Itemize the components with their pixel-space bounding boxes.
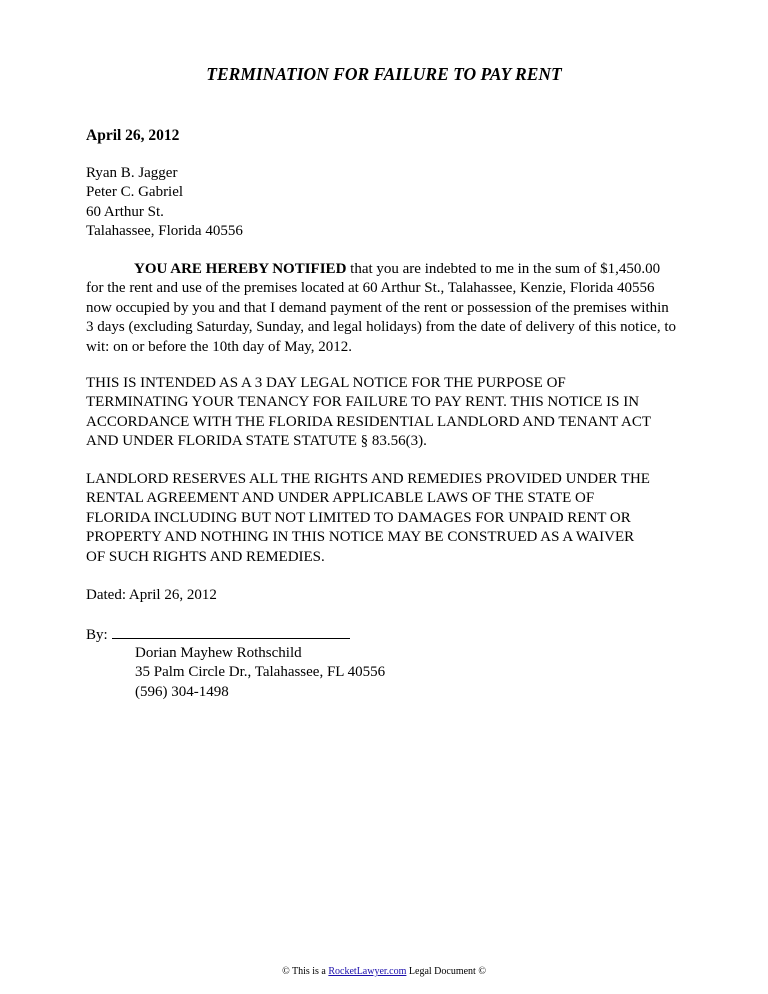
notice-line: now occupied by you and that I demand payment of the rent or possession of the premises within [86,299,669,316]
legal-notice-line: THIS IS INTENDED AS A 3 DAY LEGAL NOTICE FOR THE PURPOSE OF [86,375,566,391]
signer-block [135,644,385,702]
rights-line: PROPERTY AND NOTHING IN THIS NOTICE MAY BE CONSTRUED AS A WAIVER [86,529,635,546]
recipient-street: 60 Arthur St. [86,203,164,220]
notice-line-text: that you are indebted to me in the sum of $1,450.00 [346,261,661,277]
legal-notice-paragraph [86,374,690,452]
signature-by-line [86,624,350,645]
recipient-name-1: Ryan B. Jagger [86,165,178,181]
signature-line [112,624,350,639]
recipient-address-block [86,164,686,242]
notice-line: wit: on or before the 10th day of May, 2012. [86,338,353,355]
legal-notice-line: ACCORDANCE WITH THE FLORIDA RESIDENTIAL LANDLORD AND TENANT ACT [86,413,651,430]
footer-suffix: Legal Document © [406,966,486,977]
rights-line: OF SUCH RIGHTS AND REMEDIES. [86,548,325,565]
recipient-city-state: Talahassee, Florida 40556 [86,223,243,240]
signer-address: 35 Palm Circle Dr., Talahassee, FL 40556 [135,664,386,681]
document-date: April 26, 2012 [86,127,180,144]
notice-line: for the rent and use of the premises located at 60 Arthur St., Talahassee, Kenzie, Florida 40556 [86,280,655,297]
recipient-name-2: Peter C. Gabriel [86,184,184,201]
legal-notice-line: AND UNDER FLORIDA STATE STATUTE § 83.56(3). [86,433,427,450]
rights-line: FLORIDA INCLUDING BUT NOT LIMITED TO DAMAGES FOR UNPAID RENT OR [86,509,631,526]
footer-prefix: © This is a [282,966,329,977]
footer [0,965,768,979]
notice-lead: YOU ARE HEREBY NOTIFIED [134,261,347,277]
dated-line: Dated: April 26, 2012 [86,587,217,603]
notice-paragraph [86,260,690,357]
rights-line: RENTAL AGREEMENT AND UNDER APPLICABLE LAWS OF THE STATE OF [86,490,595,507]
notice-line [86,260,690,279]
document-title: TERMINATION FOR FAILURE TO PAY RENT [206,64,562,84]
rights-line: LANDLORD RESERVES ALL THE RIGHTS AND REMEDIES PROVIDED UNDER THE [86,471,650,487]
rights-reserved-paragraph [86,470,690,567]
signer-name: Dorian Mayhew Rothschild [135,645,302,661]
by-label: By: [86,627,108,643]
signer-phone: (596) 304-1498 [135,683,229,700]
legal-notice-line: TERMINATING YOUR TENANCY FOR FAILURE TO PAY RENT. THIS NOTICE IS IN [86,394,640,411]
notice-line: 3 days (excluding Saturday, Sunday, and legal holidays) from the date of delivery of this notice, to [86,319,676,336]
rocketlawyer-link[interactable]: RocketLawyer.com [328,966,407,977]
